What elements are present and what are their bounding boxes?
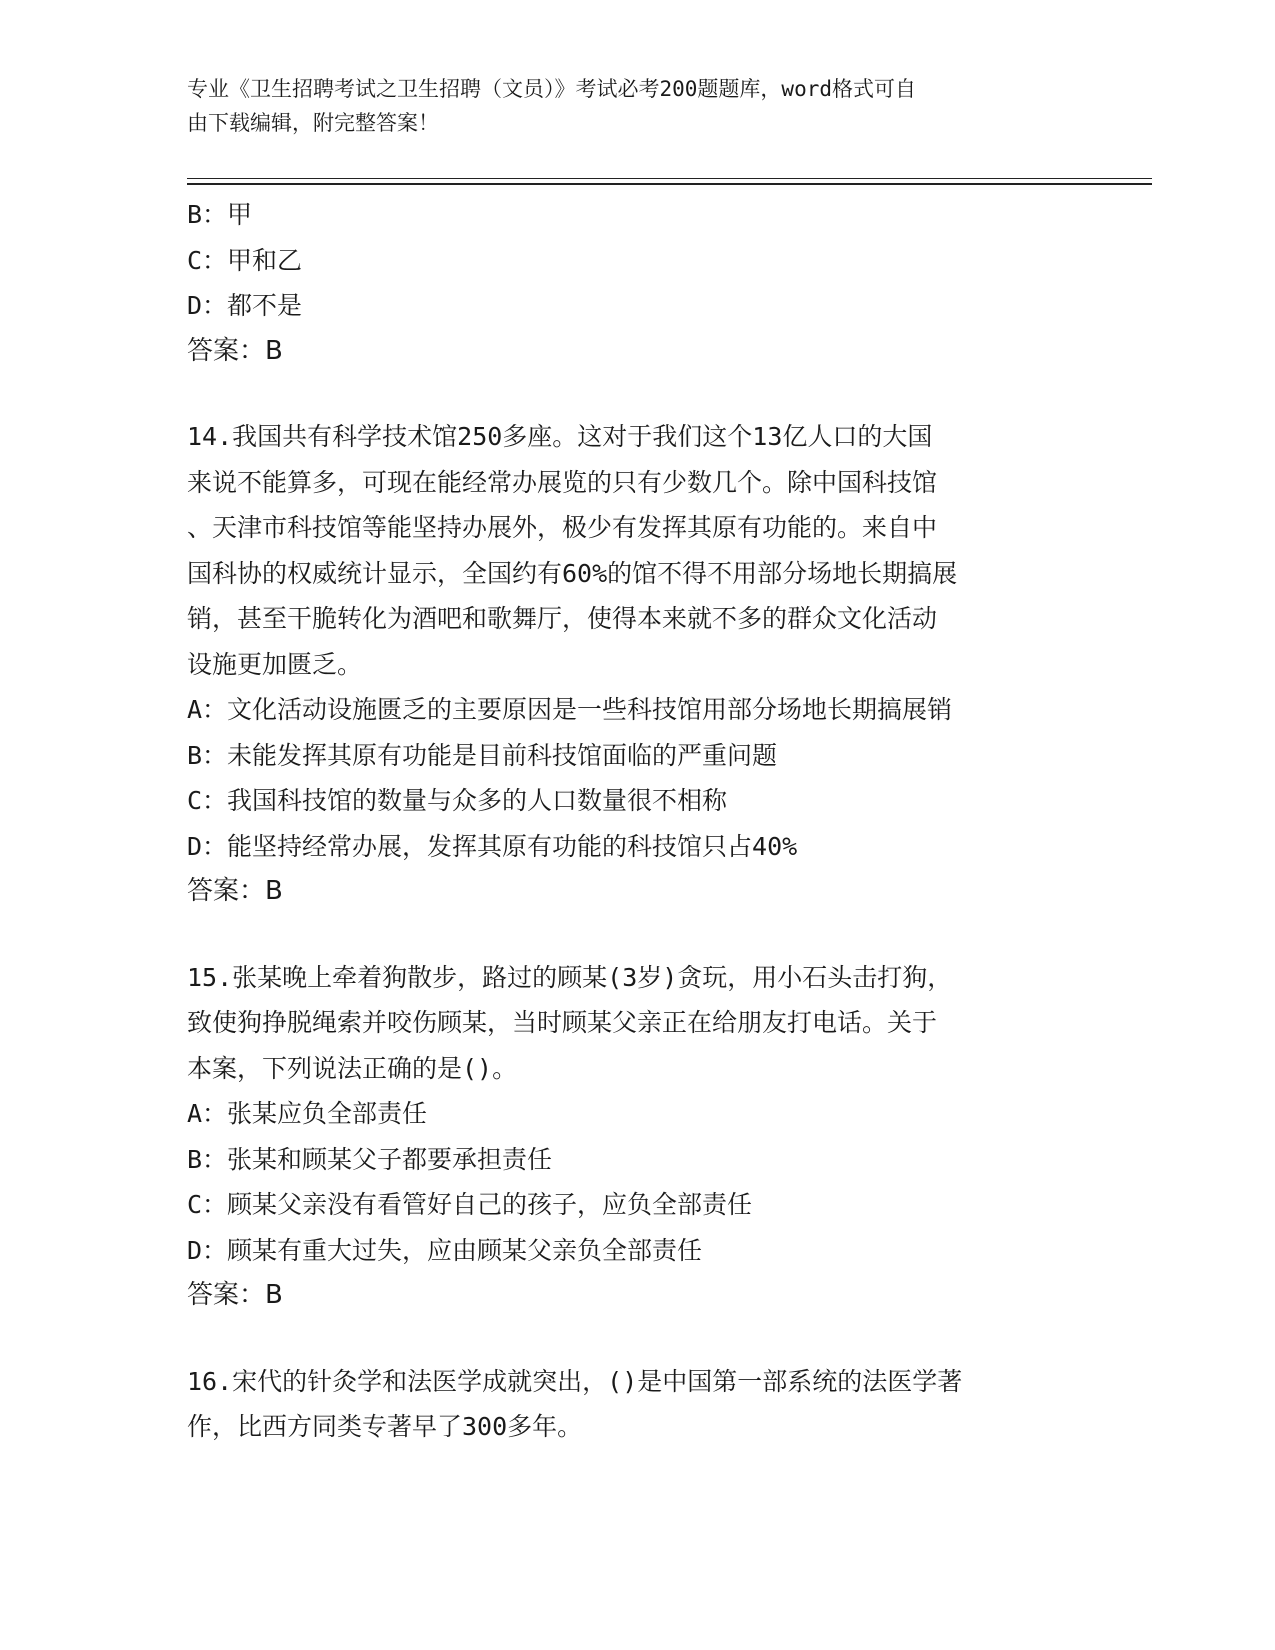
- answer-line: 答案：B: [187, 335, 283, 366]
- question-stem-line: 设施更加匮乏。: [187, 649, 363, 679]
- header-divider-thin: [187, 178, 1152, 179]
- question-stem-line: 、天津市科技馆等能坚持办展外，极少有发挥其原有功能的。来自中: [187, 513, 938, 542]
- document-body: [187, 192, 1087, 1450]
- header-divider-thick: [187, 183, 1152, 185]
- option-a: A：文化活动设施匮乏的主要原因是一些科技馆用部分场地长期搞展销: [187, 695, 953, 724]
- option-c: C：顾某父亲没有看管好自己的孩子，应负全部责任: [187, 1190, 753, 1219]
- question-stem-line: 16.宋代的针灸学和法医学成就突出，()是中国第一部系统的法医学著: [187, 1366, 963, 1396]
- answer-line: 答案：B: [187, 876, 283, 906]
- question-15: [187, 955, 1087, 1319]
- question-14: [187, 414, 1087, 915]
- option-c: C：甲和乙: [187, 245, 303, 275]
- question-stem-line: 来说不能算多，可现在能经常办展览的只有少数几个。除中国科技馆: [187, 467, 938, 497]
- question-stem-line: 作，比西方同类专著早了300多年。: [187, 1412, 583, 1441]
- question-16: [187, 1359, 1087, 1450]
- question-stem-line: 销，甚至干脆转化为酒吧和歌舞厅，使得本来就不多的群众文化活动: [187, 604, 938, 633]
- option-b: B：未能发挥其原有功能是目前科技馆面临的严重问题: [187, 740, 778, 770]
- option-b: B：甲: [187, 200, 253, 229]
- option-c: C：我国科技馆的数量与众多的人口数量很不相称: [187, 786, 728, 815]
- option-d: D：顾某有重大过失，应由顾某父亲负全部责任: [187, 1235, 703, 1265]
- question-stem-line: 本案，下列说法正确的是()。: [187, 1053, 518, 1083]
- option-a: A：张某应负全部责任: [187, 1099, 428, 1128]
- question-stem-line: 14.我国共有科学技术馆250多座。这对于我们这个13亿人口的大国: [187, 422, 933, 451]
- header-line-2: 由下载编辑，附完整答案！: [187, 111, 439, 135]
- answer-line: 答案：B: [187, 1280, 283, 1310]
- question-13-tail: [187, 192, 1087, 374]
- question-stem-line: 15.张某晚上牵着狗散步，路过的顾某(3岁)贪玩，用小石头击打狗，: [187, 962, 953, 992]
- page-header: [187, 72, 1067, 140]
- header-line-1: 专业《卫生招聘考试之卫生招聘（文员）》考试必考200题题库，word格式可自: [187, 77, 916, 101]
- option-d: D：能坚持经常办展，发挥其原有功能的科技馆只占40%: [187, 831, 798, 861]
- option-d: D：都不是: [187, 291, 303, 320]
- question-stem-line: 致使狗挣脱绳索并咬伤顾某，当时顾某父亲正在给朋友打电话。关于: [187, 1008, 938, 1037]
- question-stem-line: 国科协的权威统计显示，全国约有60%的馆不得不用部分场地长期搞展: [187, 558, 958, 588]
- option-b: B：张某和顾某父子都要承担责任: [187, 1144, 553, 1174]
